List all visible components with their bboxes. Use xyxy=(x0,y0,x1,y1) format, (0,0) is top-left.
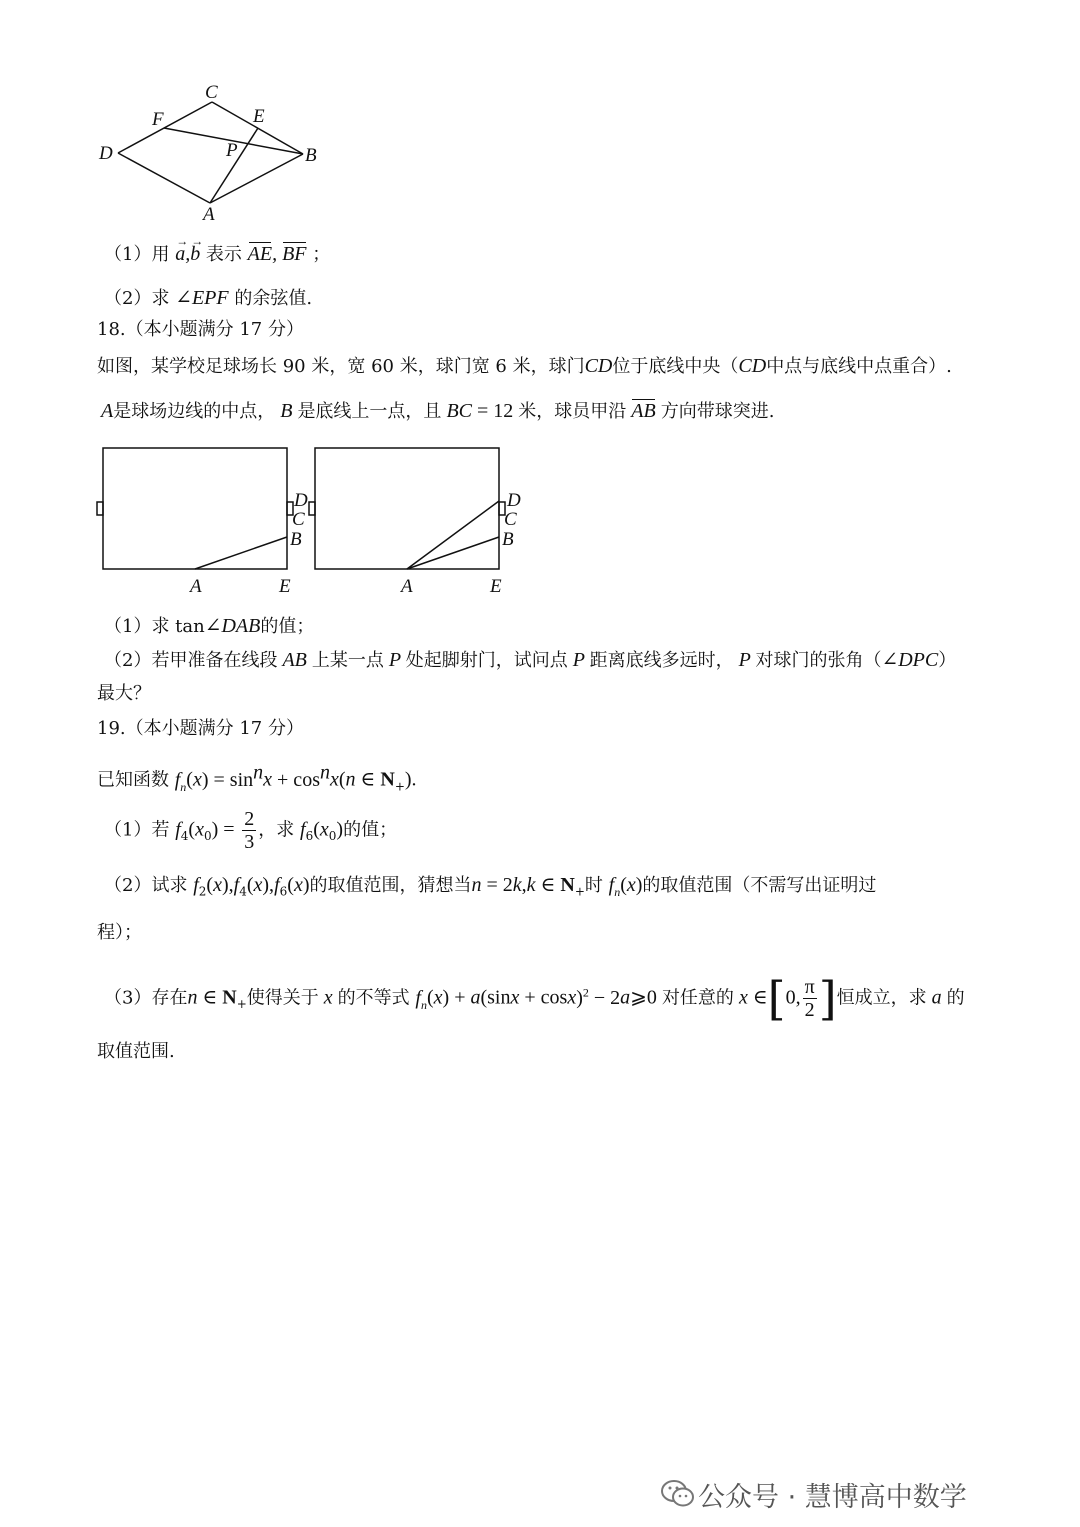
q19-part2: （2）试求 $f_2(x),f_4(x),f_6(x)$的取值范围，猜想当n = 2k,k ∈ $N_+$时 $f_n(x)$的取值范围（不需写出证明过 xyxy=(104,874,877,899)
field-figure-left xyxy=(94,443,314,603)
label-c: C xyxy=(205,82,218,103)
left-label-c: C xyxy=(292,509,305,530)
q18-line2: A是球场边线的中点， B 是底线上一点，且 BC = 12 米，球员甲沿 AB 方向带球突进. xyxy=(101,400,775,422)
label-p: P xyxy=(226,140,238,161)
q18-part1: （1）求 tan∠DAB的值； xyxy=(104,615,315,637)
label-f: F xyxy=(152,109,164,130)
fraction-two-thirds: $\frac{2}{3}$ xyxy=(244,808,255,853)
q18-part2: （2）若甲准备在线段 AB 上某一点 P 处起脚射门，试问点 P 距离底线多远时， P 对球门的张角（∠DPC） xyxy=(104,649,957,671)
watermark-text: 公众号 · 慧博高中数学 xyxy=(698,1482,967,1513)
label-e: E xyxy=(253,106,265,127)
vectors-ae-bf: AE, BF xyxy=(247,243,307,265)
q17-part2: （2）求 ∠EPF 的余弦值. xyxy=(104,287,313,309)
q18-part2-cont: 最大？ xyxy=(97,683,151,704)
q19-header: 19.（本小题满分 17 分） xyxy=(97,718,304,739)
vector-a-b: → a,→ b xyxy=(175,243,200,265)
field-figure-right xyxy=(306,443,536,603)
q17-part1: （1）用 → a,→ b 表示 AE, BF ； xyxy=(104,242,330,267)
right-label-b: B xyxy=(502,529,514,550)
label-b: B xyxy=(305,145,317,166)
q18-line1: 如图，某学校足球场长 90 米，宽 60 米，球门宽 6 米，球门CD位于底线中央（CD中点与底线中点重合）. xyxy=(97,355,952,377)
right-label-c: C xyxy=(504,509,517,530)
q19-line1: 已知函数 $f_n(x) = \sin^nx + \cos^nx(n$ ∈ $N_+$). xyxy=(97,761,417,794)
left-label-d: D xyxy=(294,490,308,511)
right-label-a: A xyxy=(401,576,413,597)
left-label-b: B xyxy=(290,529,302,550)
q19-part3: （3）存在n ∈ $N_+$使得关于 x 的不等式 $f_n(x) + a(\sin x + \cos x)^2$ − 2a⩾0 对任意的 x ∈[0, $\frac{\pi}{2}$ ]恒成立，求 a 的 xyxy=(104,971,965,1026)
wechat-icon xyxy=(660,1478,696,1510)
q19-part1: （1）若 $f_4(x_0)$ = $\frac{2}{3}$ ，求 $f_6(x_0)$的值； xyxy=(104,808,398,853)
left-label-a: A xyxy=(190,576,202,597)
right-label-d: D xyxy=(507,490,521,511)
q19-part2-cont: 程）； xyxy=(97,922,142,943)
label-a: A xyxy=(203,204,215,225)
q19-part3-cont: 取值范围. xyxy=(97,1041,175,1062)
right-label-e: E xyxy=(490,576,502,597)
angle-epf: ∠EPF xyxy=(175,287,229,309)
fraction-pi-over-2: $\frac{\pi}{2}$ xyxy=(804,976,815,1021)
label-d: D xyxy=(99,143,113,164)
left-label-e: E xyxy=(279,576,291,597)
q18-header: 18.（本小题满分 17 分） xyxy=(97,319,304,340)
quadrilateral-figure xyxy=(90,78,330,228)
